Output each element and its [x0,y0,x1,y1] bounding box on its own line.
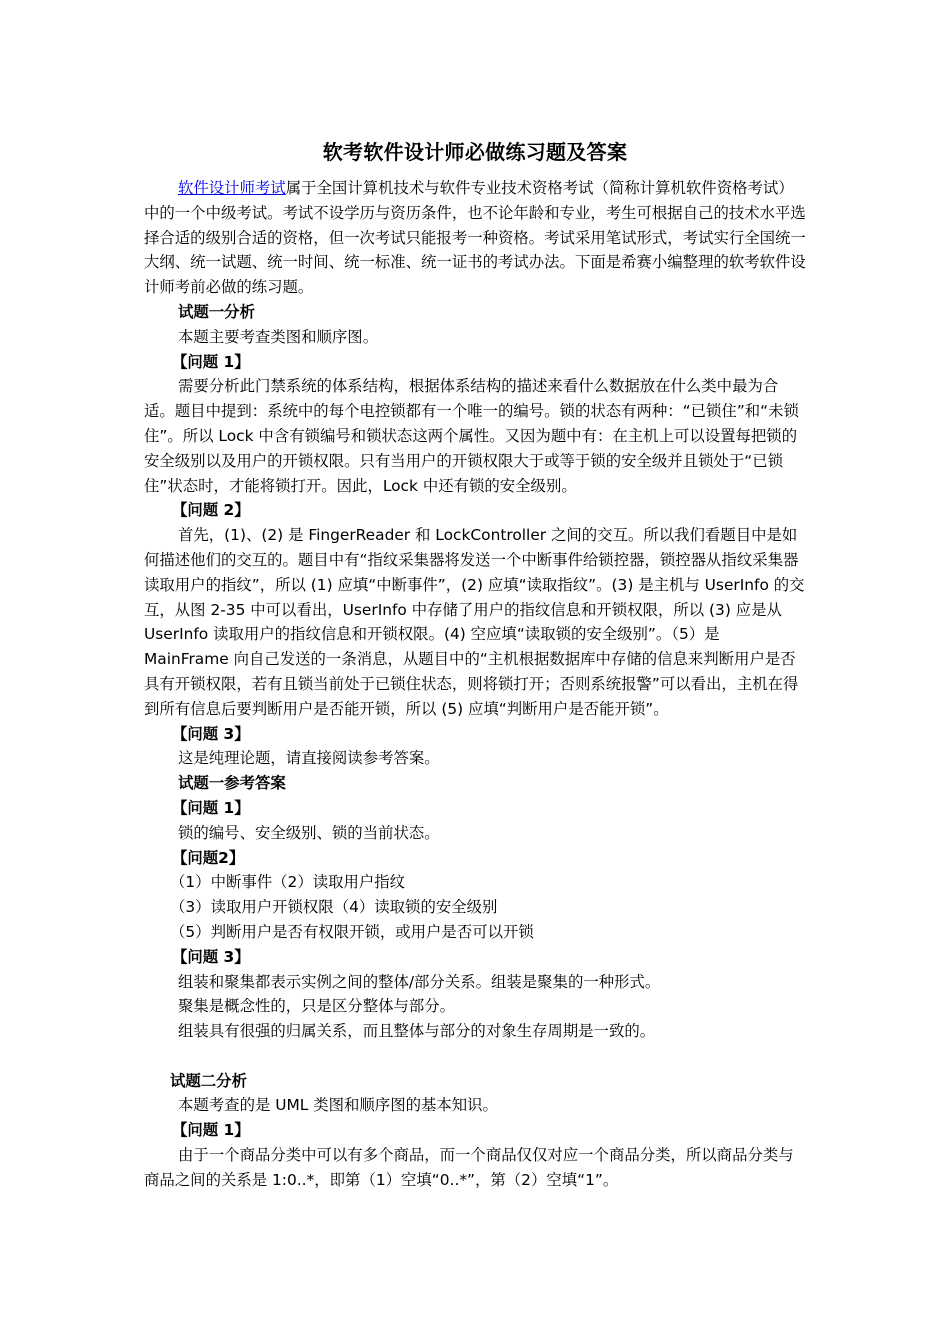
answers-q3-line: 聚集是概念性的，只是区分整体与部分。 [178,997,456,1016]
document-body [144,176,808,1193]
answers-q3-line: 组装和聚集都表示实例之间的整体/部分关系。组装是聚集的一种形式。 [178,972,661,991]
section2-intro: 本题考查的是 UML 类图和顺序图的基本知识。 [178,1096,498,1115]
answers-q2-label: 【问题2】 [172,848,245,867]
exam-link[interactable]: 软件设计师考试 [178,179,286,197]
section1-q1-label: 【问题 1】 [172,352,250,371]
answers-q1-label: 【问题 1】 [172,798,250,817]
answers-q1-text: 锁的编号、安全级别、锁的当前状态。 [178,823,440,842]
section-spacer [144,1044,808,1069]
answers-q3-label: 【问题 3】 [172,947,250,966]
intro-text: 属于全国计算机技术与软件专业技术资格考试（简称计算机软件资格考试）中的一个中级考试。考试不设学历与资历条件，也不论年龄和专业，考生可根据自己的技术水平选择合适的级别合适的资格，但一次考试只能报考一种资格。考试采用笔试形式，考试实行全国统一大纲、统一试题、统一时间、统一标准、统一证书的考试办法。下面是希赛小编整理的软考软件设计师考前必做的练习题。 [144,179,806,297]
document-title: 软考软件设计师必做练习题及答案 [322,140,628,164]
section1-q1-text: 需要分析此门禁系统的体系结构，根据体系结构的描述来看什么数据放在什么类中最为合适。题目中提到：系统中的每个电控锁都有一个唯一的编号。锁的状态有两种：“已锁住”和“未锁住”。所以 Lock 中含有锁编号和锁状态这两个属性。又因为题中有：在主机上可以设置每把锁的安全级别以及用户的开锁权限。只有当用户的开锁权限大于或等于锁的安全级并且锁处于“已锁住”状态时，才能将锁打开。因此，Lock 中还有锁的安全级别。 [144,377,799,495]
answers-q2-line: （1）中断事件（2）读取用户指纹 [170,873,406,892]
answers-q2-line: （3）读取用户开锁权限（4）读取锁的安全级别 [170,898,498,917]
answers-heading: 试题一参考答案 [178,774,286,793]
section1-intro: 本题主要考查类图和顺序图。 [178,327,379,346]
section2-q1-text: 由于一个商品分类中可以有多个商品，而一个商品仅仅对应一个商品分类，所以商品分类与商品之间的关系是 1:0..*，即第（1）空填“0..*”，第（2）空填“1”。 [144,1146,794,1189]
answers-q2-line: （5）判断用户是否有权限开锁，或用户是否可以开锁 [170,922,534,941]
section1-q3-label: 【问题 3】 [172,724,250,743]
section1-q3-text: 这是纯理论题，请直接阅读参考答案。 [178,749,440,768]
intro-paragraph [144,176,808,300]
section1-heading: 试题一分析 [178,302,255,321]
answers-q3-line: 组装具有很强的归属关系，而且整体与部分的对象生存周期是一致的。 [178,1022,656,1041]
section1-q2-label: 【问题 2】 [172,501,250,520]
section1-q2-text: 首先，(1)、(2) 是 FingerReader 和 LockController 之间的交互。所以我们看题目中是如何描述他们的交互的。题目中有“指纹采集器将发送一个中断事件给锁控器，锁控器从指纹采集器读取用户的指纹”，所以 (1) 应填“中断事件”，(2) 应填“读取指纹”。(3) 是主机与 UserInfo 的交互，从图 2-35 中可以看出，UserInfo 中存储了用户的指纹信息和开锁权限，所以 (3) 应是从 UserInfo 读取用户的指纹信息和开锁权限。(4) 空应填“读取锁的安全级别”。（5）是 MainFrame 向自己发送的一条消息，从题目中的“主机根据数据库中存储的信息来判断用户是否具有开锁权限，若有且锁当前处于已锁住状态，则将锁打开；否则系统报警”可以看出，主机在得到所有信息后要判断用户是否能开锁，所以 (5) 应填“判断用户是否能开锁”。 [144,526,805,718]
section2-q1-label: 【问题 1】 [172,1121,250,1140]
section2-heading: 试题二分析 [170,1071,247,1090]
